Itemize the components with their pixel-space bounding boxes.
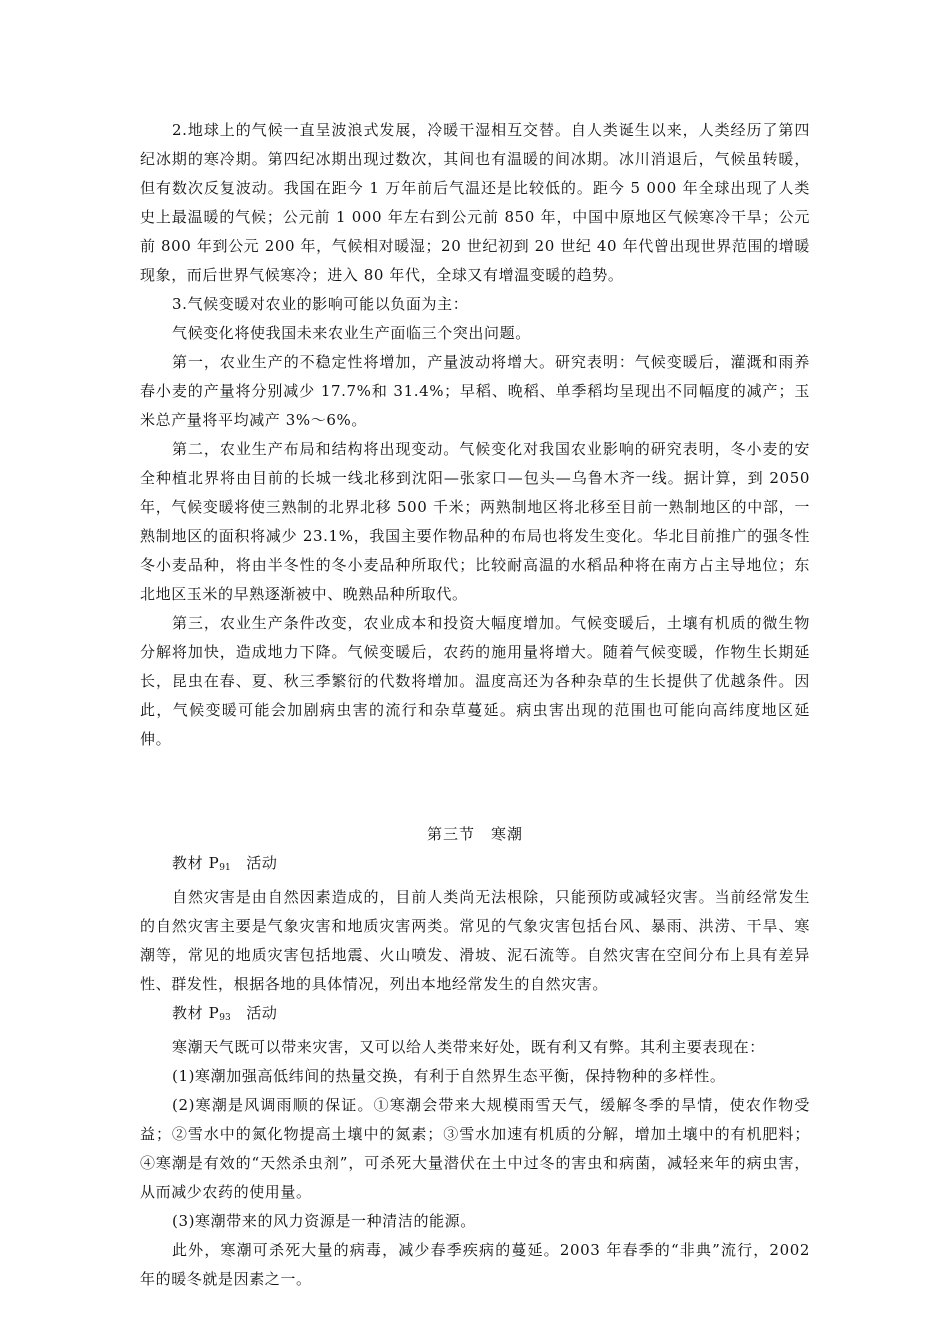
paragraph-second-problem: 第二，农业生产布局和结构将出现变动。气候变化对我国农业影响的研究表明，冬小麦的安全种植北界将由目前的长城一线北移到沈阳—张家口—包头—乌鲁木齐一线。据计算，到 2050 年，气候变暖将使三熟制的北界北移 500 千米；两熟制地区将北移至目前一熟制地区的中部，一熟制地区的面积将减少 23.1%，我国主要作物品种的布局也将发生变化。华北目前推广的强冬性冬小麦品种，将由半冬性的冬小麦品种所取代；比较耐高温的水稻品种将在南方占主导地位；东北地区玉米的早熟逐渐被中、晚熟品种所取代。 xyxy=(140,440,810,603)
paragraph-benefit-3: (3)寒潮带来的风力资源是一种清洁的能源。 xyxy=(172,1212,476,1230)
activity-label-prefix: 教材 P xyxy=(172,1004,220,1022)
activity-label-suffix: 活动 xyxy=(230,854,278,872)
page-number-sub: 93 xyxy=(219,1013,231,1023)
paragraph-climate-history: 2.地球上的气候一直呈波浪式发展，冷暖干湿相互交替。自人类诞生以来，人类经历了第四纪冰期的寒冷期。第四纪冰期出现过数次，其间也有温暖的间冰期。冰川消退后，气候虽转暖，但有数次反复波动。我国在距今 1 万年前后气温还是比较低的。距今 5 000 年全球出现了人类史上最温暖的气候；公元前 1 000 年左右到公元前 850 年，中国中原地区气候寒冷干旱；公元前 800 年到公元 200 年，气候相对暖湿；20 世纪初到 20 世纪 40 年代曾出现世界范围的增暖现象，而后世界气候寒冷；进入 80 年代，全球又有增温变暖的趋势。 xyxy=(140,121,810,284)
paragraph-benefit-2: (2)寒潮是风调雨顺的保证。①寒潮会带来大规模雨雪天气，缓解冬季的旱情，使农作物受益；②雪水中的氮化物提高土壤中的氮素；③雪水加速有机质的分解，增加土壤中的有机肥料；④寒潮是有效的“天然杀虫剂”，可杀死大量潜伏在土中过冬的害虫和病菌，减轻来年的病虫害，从而减少农药的使用量。 xyxy=(140,1096,810,1201)
paragraph-additional: 此外，寒潮可杀死大量的病毒，减少春季疾病的蔓延。2003 年春季的“非典”流行，2002 年的暖冬就是因素之一。 xyxy=(140,1241,810,1288)
page-number-sub: 91 xyxy=(219,863,231,873)
activity-label-p91 xyxy=(140,849,810,883)
paragraph-agriculture-heading: 3.气候变暖对农业的影响可能以负面为主： xyxy=(172,295,469,313)
paragraph-third-problem: 第三，农业生产条件改变，农业成本和投资大幅度增加。气候变暖后，土壤有机质的微生物分解将加快，造成地力下降。气候变暖后，农药的施用量将增大。随着气候变暖，作物生长期延长，昆虫在春、夏、秋三季繁衍的代数将增加。温度高还为各种杂草的生长提供了优越条件。因此，气候变暖可能会加剧病虫害的流行和杂草蔓延。病虫害出现的范围也可能向高纬度地区延伸。 xyxy=(140,614,810,748)
section-title: 第三节 寒潮 xyxy=(426,825,523,843)
activity-label-prefix: 教材 P xyxy=(172,854,220,872)
activity-label-suffix: 活动 xyxy=(230,1004,278,1022)
section-spacer xyxy=(140,754,810,820)
paragraph-cold-wave-intro: 寒潮天气既可以带来灾害，又可以给人类带来好处，既有利又有弊。其利主要表现在： xyxy=(172,1038,765,1056)
paragraph-natural-disasters: 自然灾害是由自然因素造成的，目前人类尚无法根除，只能预防或减轻灾害。当前经常发生的自然灾害主要是气象灾害和地质灾害两类。常见的气象灾害包括台风、暴雨、洪涝、干旱、寒潮等，常见的地质灾害包括地震、火山喷发、滑坡、泥石流等。自然灾害在空间分布上具有差异性、群发性，根据各地的具体情况，列出本地经常发生的自然灾害。 xyxy=(140,888,810,993)
activity-label-p93 xyxy=(140,999,810,1033)
paragraph-three-problems: 气候变化将使我国未来农业生产面临三个突出问题。 xyxy=(172,324,531,342)
paragraph-first-problem: 第一，农业生产的不稳定性将增加，产量波动将增大。研究表明：气候变暖后，灌溉和雨养春小麦的产量将分别减少 17.7%和 31.4%；早稻、晚稻、单季稻均呈现出不同幅度的减产；玉米总产量将平均减产 3%～6%。 xyxy=(140,353,810,429)
document-page xyxy=(140,116,810,1294)
paragraph-benefit-1: (1)寒潮加强高低纬间的热量交换，有利于自然界生态平衡，保持物种的多样性。 xyxy=(172,1067,726,1085)
